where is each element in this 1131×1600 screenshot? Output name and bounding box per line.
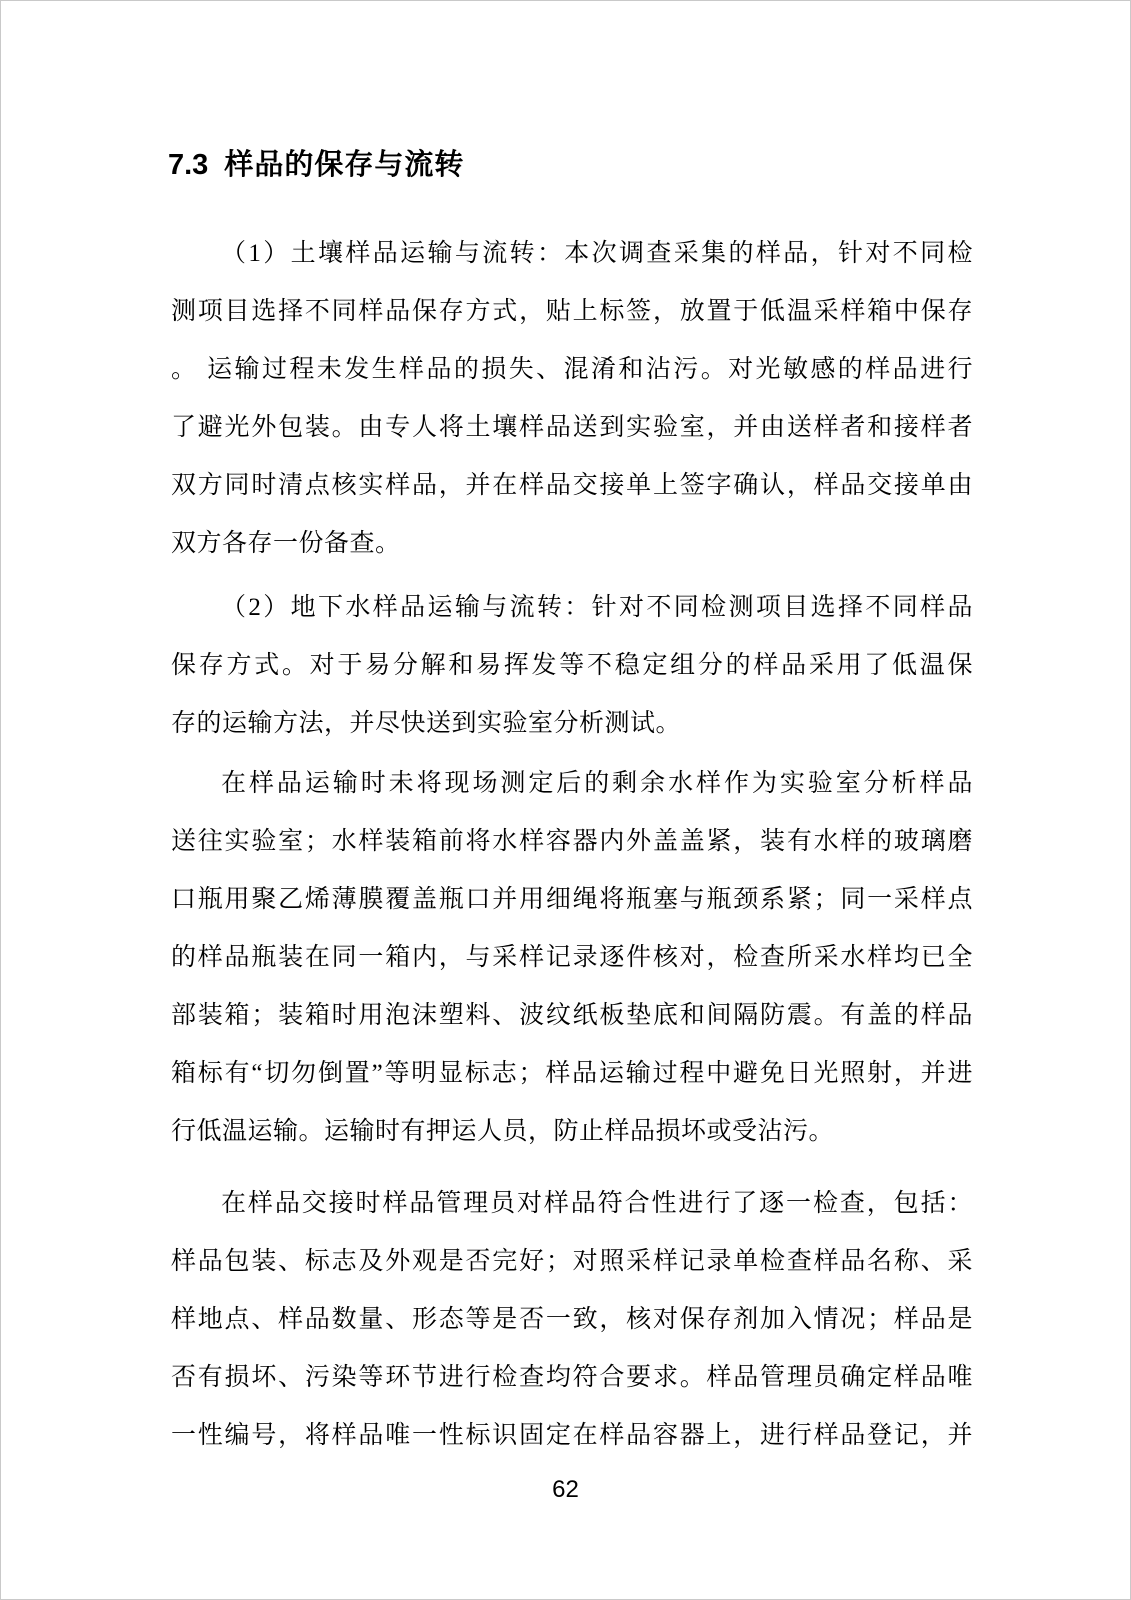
text-line: 行低温运输。运输时有押运人员，防止样品损坏或受沾污。 (171, 1118, 835, 1145)
text-line: 双方同时清点核实样品，并在样品交接单上签字确认，样品交接单由 (171, 472, 973, 499)
page-number: 62 (552, 1476, 579, 1503)
text-line: 了避光外包装。由专人将土壤样品送到实验室，并由送样者和接样者 (171, 414, 973, 441)
text-line: 样地点、样品数量、形态等是否一致，核对保存剂加入情况；样品是 (171, 1306, 973, 1333)
text-line: 样品包装、标志及外观是否完好；对照采样记录单检查样品名称、采 (171, 1248, 973, 1275)
text-line: （2）地下水样品运输与流转：针对不同检测项目选择不同样品 (221, 594, 973, 621)
text-line: 箱标有“切勿倒置”等明显标志；样品运输过程中避免日光照射，并进 (171, 1060, 973, 1087)
paragraph-water-sample-packing (171, 755, 973, 1161)
text-line: 双方各存一份备查。 (171, 530, 401, 557)
text-line: 部装箱；装箱时用泡沫塑料、波纹纸板垫底和间隔防震。有盖的样品 (171, 1002, 973, 1029)
text-line: 送往实验室；水样装箱前将水样容器内外盖盖紧，装有水样的玻璃磨 (171, 828, 973, 855)
paragraph-sample-handover-check (171, 1175, 973, 1465)
text-line: 否有损坏、污染等环节进行检查均符合要求。样品管理员确定样品唯 (171, 1364, 973, 1391)
text-line: 保存方式。对于易分解和易挥发等不稳定组分的样品采用了低温保 (171, 652, 973, 679)
document-body (171, 225, 973, 1465)
text-line: 一性编号，将样品唯一性标识固定在样品容器上，进行样品登记，并 (171, 1422, 973, 1449)
paragraph-groundwater-sample-transport (171, 579, 973, 753)
text-line: 测项目选择不同样品保存方式，贴上标签，放置于低温采样箱中保存 (171, 298, 973, 325)
paragraph-soil-sample-transport (171, 225, 973, 573)
text-line: 。 运输过程未发生样品的损失、混淆和沾污。对光敏感的样品进行 (171, 356, 973, 383)
section-number: 7.3 (168, 149, 209, 181)
text-line: 的样品瓶装在同一箱内，与采样记录逐件核对，检查所采水样均已全 (171, 944, 973, 971)
text-line: （1）土壤样品运输与流转：本次调查采集的样品，针对不同检 (221, 240, 973, 267)
section-title: 样品的保存与流转 (224, 149, 465, 181)
text-line: 存的运输方法，并尽快送到实验室分析测试。 (171, 710, 682, 737)
text-line: 在样品运输时未将现场测定后的剩余水样作为实验室分析样品 (221, 770, 973, 797)
section-heading (168, 148, 464, 182)
text-line: 在样品交接时样品管理员对样品符合性进行了逐一检查，包括： (221, 1190, 973, 1217)
text-line: 口瓶用聚乙烯薄膜覆盖瓶口并用细绳将瓶塞与瓶颈系紧；同一采样点 (171, 886, 973, 913)
